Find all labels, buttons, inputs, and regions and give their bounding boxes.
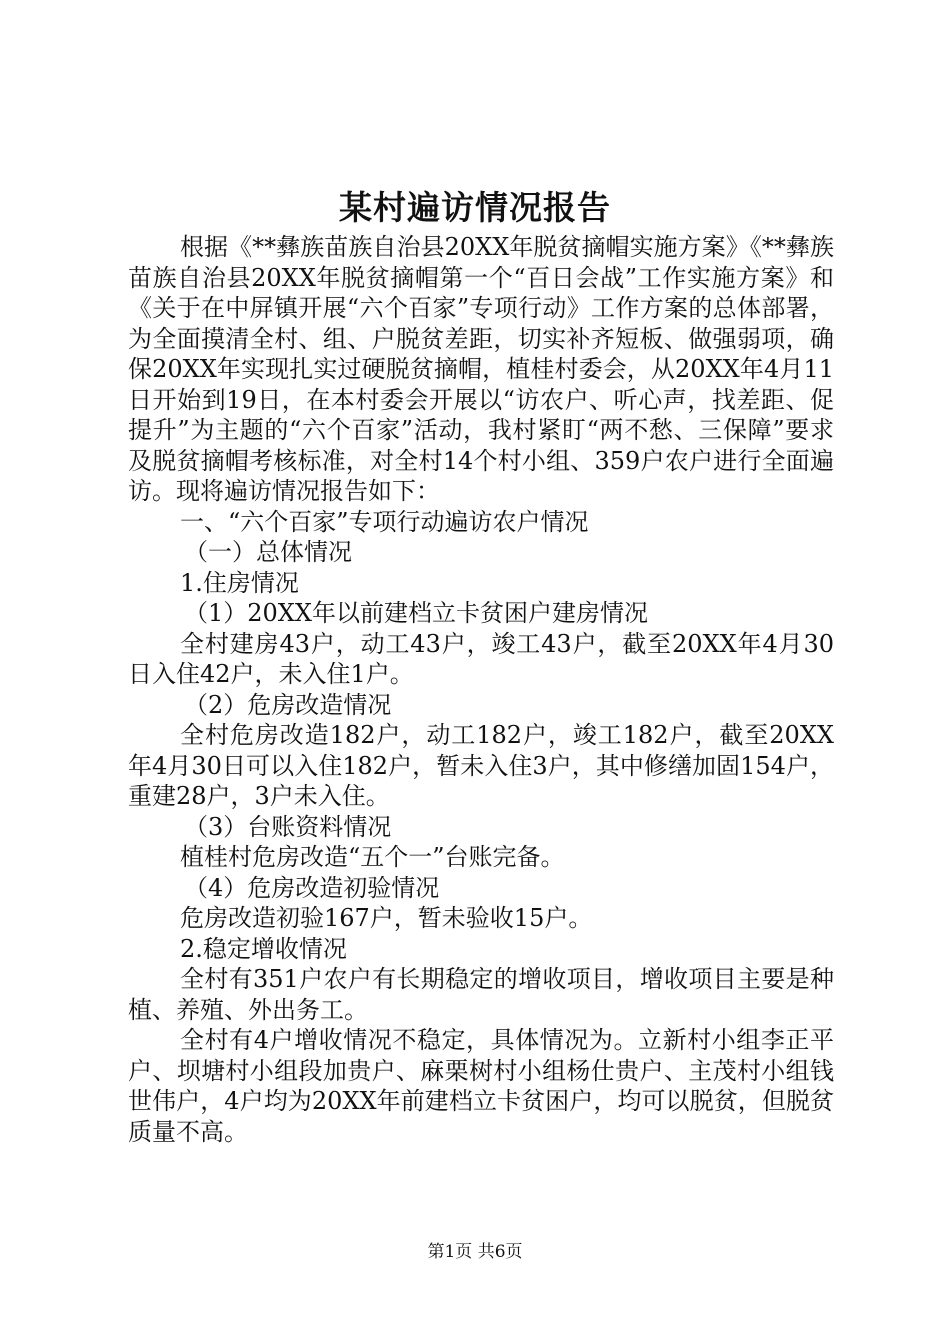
paragraph-housing-1: 全村建房43户，动工43户，竣工43户，截至20XX年4月30日入住42户，未入住1户。 [128,629,834,688]
paragraph-income-2: 全村有4户增收情况不稳定，具体情况为。立新村小组李正平户、坝塘村小组段加贵户、麻栗树村小组杨仕贵户、主茂村小组钱世伟户，4户均为20XX年前建档立卡贫困户，均可以脱贫，但脱贫质量不高。 [128,1026,834,1146]
document-body [128,232,834,1147]
item-heading-housing-3: （3）台账资料情况 [184,812,392,841]
section-heading-1: 一、“六个百家”专项行动遍访农户情况 [180,507,589,536]
page-footer: 第1页 共6页 [427,1242,523,1262]
paragraph-intro: 根据《**彝族苗族自治县20XX年脱贫摘帽实施方案》《**彝族苗族自治县20XX年脱贫摘帽第一个“百日会战”工作实施方案》和《关于在中屏镇开展“六个百家”专项行动》工作方案的总体部署，为全面摸清全村、组、户脱贫差距，切实补齐短板、做强弱项，确保20XX年实现扎实过硬脱贫摘帽，植桂村委会，从20XX年4月11日开始到19日，在本村委会开展以“访农户、听心声，找差距、促提升”为主题的“六个百家”活动，我村紧盯“两不愁、三保障”要求及脱贫摘帽考核标准，对全村14个村小组、359户农户进行全面遍访。现将遍访情况报告如下： [128,233,834,505]
subsection-heading-overall: （一）总体情况 [184,538,352,566]
item-heading-income: 2.稳定增收情况 [180,934,347,963]
item-heading-housing-2: （2）危房改造情况 [184,690,392,719]
item-heading-housing-1: （1）20XX年以前建档立卡贫困户建房情况 [184,599,648,627]
paragraph-housing-3: 植桂村危房改造“五个一”台账完备。 [180,843,565,871]
paragraph-income-1: 全村有351户农户有长期稳定的增收项目，增收项目主要是种植、养殖、外出务工。 [128,965,834,1024]
paragraph-housing-4: 危房改造初验167户，暂未验收15户。 [180,904,593,932]
document-title: 某村遍访情况报告 [339,188,611,227]
paragraph-housing-2: 全村危房改造182户，动工182户，竣工182户，截至20XX年4月30日可以入住182户，暂未入住3户，其中修缮加固154户，重建28户，3户未入住。 [128,721,834,810]
item-heading-housing-4: （4）危房改造初验情况 [184,873,440,902]
item-heading-housing: 1.住房情况 [180,568,299,597]
